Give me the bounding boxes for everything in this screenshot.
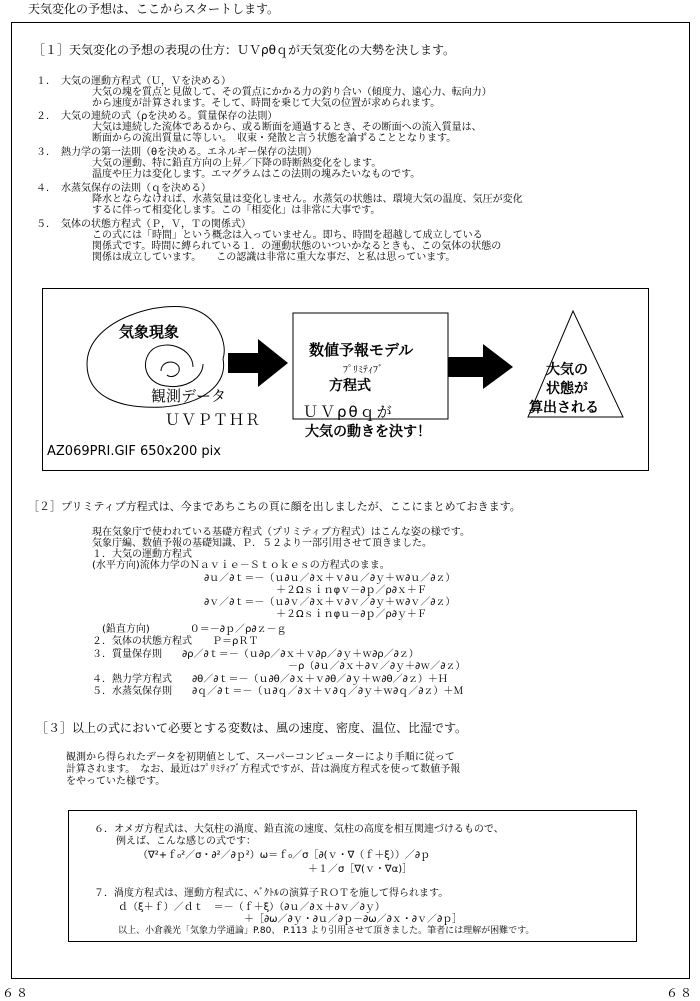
- section3-heading: ［３］以上の式において必要とする変数は、風の速度、密度、温位、比湿です。: [36, 721, 468, 735]
- equation-line: －ρ（∂ｕ／∂ｘ＋∂ｖ／∂ｙ＋∂ｗ／∂ｚ）: [288, 661, 466, 672]
- section1-line: １． 大気の運動方程式（Ｕ，Ｖを決める）: [36, 76, 231, 87]
- section1-line: ５． 気体の状態方程式（Ｐ，Ｖ，Ｔの関係式）: [36, 219, 251, 230]
- equation-line: ２．気体の状態方程式 Ｐ＝ρＲＴ: [92, 636, 259, 647]
- label-equation: 方程式: [329, 378, 371, 394]
- label-state-3: 算出される: [529, 400, 599, 416]
- section2-heading: ［２］プリミティブ方程式は、今まであちこちの頁に顔を出しましたが、ここにまとめておきます。: [28, 500, 521, 513]
- section1-line: 温度や圧力は変化します。エマグラムはこの法則の塊みたいなものです。: [92, 169, 421, 180]
- equation-line: ５．水蒸気保存則 ∂ｑ／∂ｔ＝－（ｕ∂ｑ／∂ｘ＋ｖ∂ｑ／∂ｙ＋ｗ∂ｑ／∂ｚ）＋Ｍ: [92, 686, 464, 697]
- section3-line: 観測から得られたデータを初期値として、スーパーコンピューターにより手順に従って: [66, 752, 455, 763]
- equation-line: ４．熱力学方程式 ∂θ／∂ｔ＝－（ｕ∂θ／∂ｘ＋ｖ∂θ／∂ｙ＋ｗ∂θ／∂ｚ）＋Ｈ: [92, 674, 448, 685]
- diagram-caption: AZ069PRI.GIF 650x200 pix: [47, 444, 221, 459]
- page-number-right: ６８: [666, 986, 695, 1000]
- page-number-left: ６８: [2, 986, 31, 1000]
- section2-line: 気象庁編、数値予報の基礎知識、Ｐ．５２より一部引用させて頂きました。: [92, 538, 432, 549]
- equation-line: ３．質量保存則 ∂ρ／∂ｔ＝－（ｕ∂ρ／∂ｘ＋ｖ∂ρ／∂ｙ＋ｗ∂ρ／∂ｚ）: [92, 649, 419, 660]
- equation-line: (鉛直方向) ０＝－∂ｐ／ρ∂ｚ－ｇ: [102, 624, 287, 635]
- label-state-1: 大気の: [546, 362, 588, 378]
- section1-line: から速度が計算されます。そして、時間を乗じて大気の位置が求められます。: [92, 98, 441, 109]
- section3-line: をやっていた様です。: [66, 776, 166, 787]
- section1-line: ２． 大気の連続の式（ρを決める。質量保存の法則）: [36, 111, 278, 122]
- section1-line: 降水とならなければ、水蒸気量は変化しません。水蒸気の状態は、環境大気の温度、気圧が変化: [92, 194, 523, 205]
- equation-line: ＋２Ωｓｉｎφｕ－∂ｐ／ρ∂ｙ＋Ｆ: [276, 609, 427, 620]
- equation-line: ＋２Ωｓｉｎφｖ－∂ｐ／ρ∂ｘ＋Ｆ: [276, 585, 427, 596]
- section2-line: １．大気の運動方程式: [92, 549, 192, 560]
- equation-line: ∂ｖ／∂ｔ＝－（ｕ∂ｖ／∂ｘ＋ｖ∂ｖ／∂ｙ＋ｗ∂ｖ／∂ｚ）: [204, 597, 456, 608]
- box-line: ＋１／σ［∇(ｖ・∇α)］: [308, 864, 413, 875]
- section1-line: この式には「時間」という概念は入っていません。即ち、時間を超越して成立している: [92, 230, 483, 241]
- box-line: ｄ（ξ＋ｆ）／ｄｔ ＝－（ｆ＋ξ）（∂ｕ／∂ｘ＋∂ｖ／∂ｙ）: [118, 902, 385, 913]
- equation-line: ∂ｕ／∂ｔ＝－（ｕ∂ｕ／∂ｘ＋ｖ∂ｕ／∂ｙ＋ｗ∂ｕ／∂ｚ）: [204, 573, 456, 584]
- page-title: 天気変化の予想は、ここからスタートします。: [28, 2, 280, 16]
- box-line: 例えば、こんな感じの式です：: [116, 836, 256, 847]
- section2-line: (水平方向)流体力学のＮａｖｉｅ－Ｓｔｏｋｅｓの方程式のまま。: [92, 560, 390, 571]
- label-model: 数値予報モデル: [309, 341, 414, 359]
- section2-line: 現在気象庁で使われている基礎方程式（プリミティブ方程式）はこんな姿の様です。: [92, 527, 470, 538]
- section1-line: するに伴って相変化します。この「相変化」は非常に大事です。: [92, 205, 381, 216]
- section1-line: 関係式です。時間に縛られている１．の運動状態のいついかなるときも、この気体の状態の: [92, 241, 502, 252]
- label-primitive: ﾌﾟﾘﾐﾃｨﾌﾞ: [343, 365, 383, 376]
- box-line: ６．オメガ方程式は、大気柱の渦度、鉛直流の速度、気柱の高度を相互関連づけるもので、: [94, 824, 504, 835]
- section3-line: 計算されます。 なお、最近はﾌﾟﾘﾐﾃｨﾌﾞ方程式ですが、昔は渦度方程式を使って数値予報: [66, 764, 461, 775]
- label-observation: 観測データ: [151, 387, 227, 405]
- label-state-2: 状態が: [546, 381, 588, 397]
- section1-line: ４． 水蒸気保存の法則（ｑを決める）: [36, 183, 211, 194]
- label-uvrtq: ＵＶρθｑが: [303, 403, 394, 421]
- box-citation: 以上、小倉義光「気象力学通論」P.80、 P.113 より引用させて頂きました。筆者には理解が困難です。: [118, 926, 535, 936]
- section1-line: 大気の運動、特に鉛直方向の上昇／下降の時断熱変化をします。: [92, 158, 382, 169]
- box-line: ７．渦度方程式は、運動方程式に、ﾍﾞｸﾄﾙの演算子ＲＯＴを施して得られます。: [94, 888, 449, 899]
- label-phenomena: 気象現象: [119, 323, 180, 341]
- section1-line: 大気は連続した流体であるから、或る断面を通過するとき、その断面への流入質量は、: [92, 122, 482, 133]
- section1-heading: ［１］天気変化の予想の表現の仕方：ＵＶρθｑが天気変化の大勢を決します。: [33, 43, 456, 57]
- diagram-figure: [42, 288, 649, 471]
- arrow-right-icon: [448, 344, 513, 389]
- box-line: （∇²+ｆ₀²／σ・∂²／∂ｐ²）ω＝ｆ₀／σ［∂(ｖ・∇（ｆ＋ξ））／∂ｐ: [138, 850, 431, 861]
- label-decide: 大気の動きを決す！: [305, 424, 431, 440]
- section1-line: 関係は成立しています。 この認識は非常に重大な事だ、と私は思っています。: [92, 252, 456, 263]
- section1-line: 断面からの流出質量に等しい。 収束・発散と言う状態を論ずることとなります。: [92, 133, 457, 144]
- section1-line: ３． 熱力学の第一法則（θを決める。エネルギー保存の法則）: [36, 147, 318, 158]
- label-uvpthr: ＵＶＰＴＨＲ: [165, 411, 262, 429]
- box-line: ＋［∂ω／∂ｙ・∂ｕ／∂ｐ－∂ω／∂ｘ・∂ｖ／∂ｐ］: [244, 914, 463, 925]
- section1-line: 大気の塊を質点と見做して、その質点にかかる力の釣り合い（傾度力、遠心力、転向力）: [92, 87, 492, 98]
- arrow-right-icon: [228, 339, 288, 387]
